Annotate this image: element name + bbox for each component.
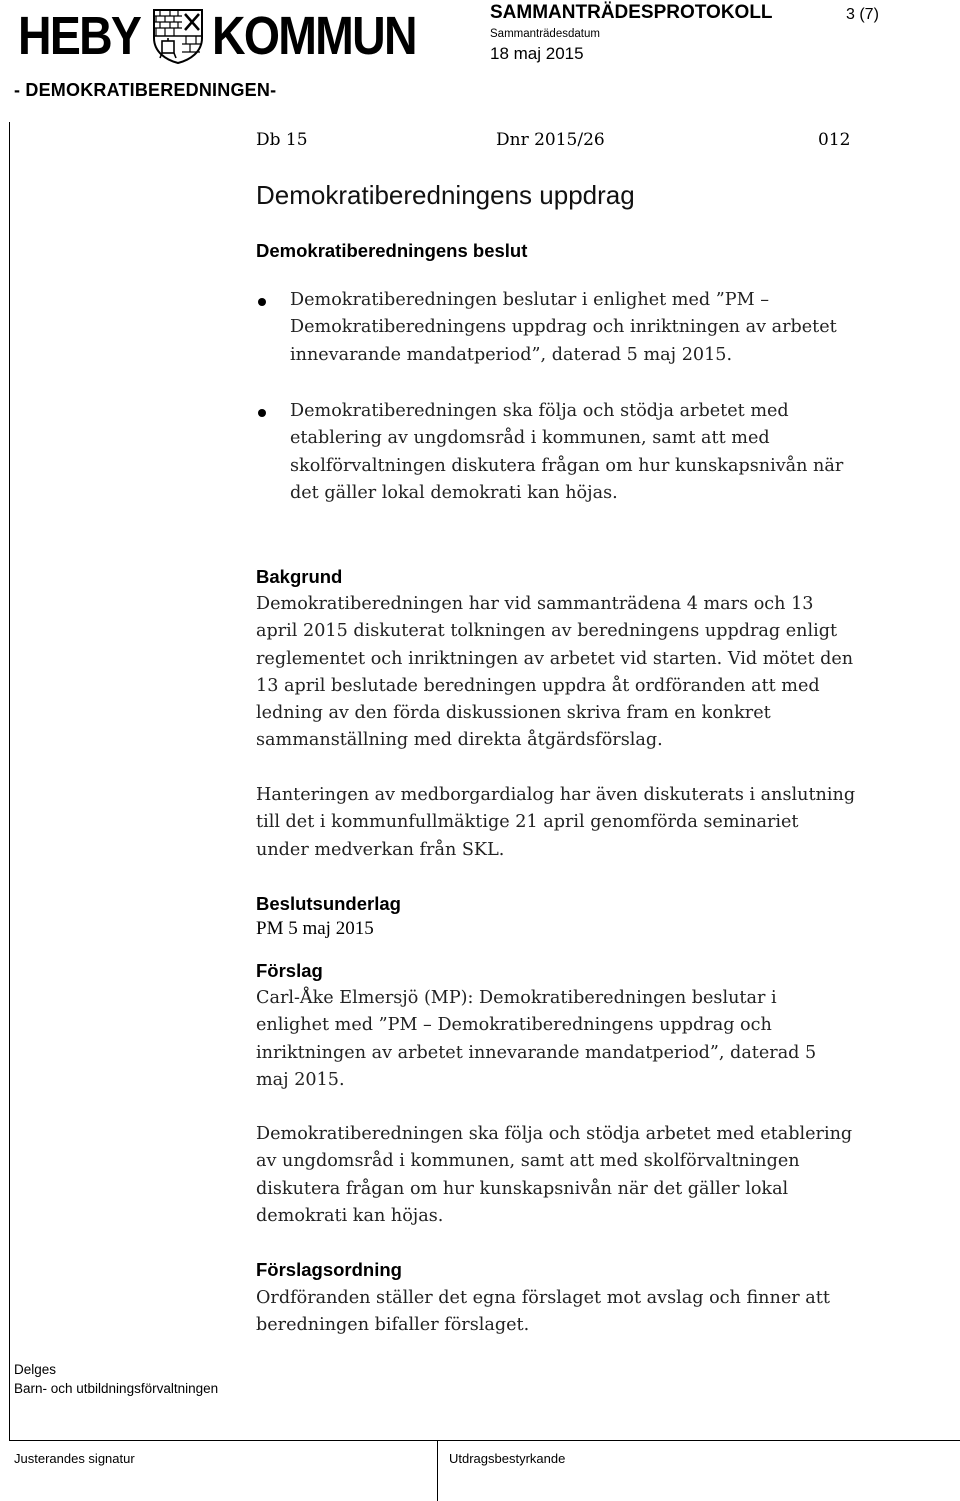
text-line: Carl-Åke Elmersjö (MP): Demokratiberedningen beslutar i bbox=[256, 988, 777, 1008]
footer-divider bbox=[437, 1440, 438, 1501]
background-paragraph-1 bbox=[256, 591, 853, 755]
document-title: SAMMANTRÄDESPROTOKOLL bbox=[490, 2, 773, 23]
committee-name: - DEMOKRATIBEREDNINGEN- bbox=[14, 80, 277, 100]
item-title: Demokratiberedningens uppdrag bbox=[256, 180, 635, 210]
text-line: Demokratiberedningen ska följa och stödja arbetet med etablering bbox=[256, 1124, 853, 1144]
meeting-date: 18 maj 2015 bbox=[490, 44, 584, 63]
page-number: 3 (7) bbox=[846, 6, 879, 23]
background-heading: Bakgrund bbox=[256, 566, 343, 587]
certification-label: Utdragsbestyrkande bbox=[449, 1451, 566, 1466]
text-line: sammanställning med direkta åtgärdsförslag. bbox=[256, 730, 663, 751]
logo-text-right: KOMMUN bbox=[212, 6, 416, 66]
order-paragraph bbox=[256, 1285, 830, 1340]
text-line: maj 2015. bbox=[256, 1069, 345, 1090]
text-line: inriktningen av arbetet innevarande mandatperiod”, daterad 5 bbox=[256, 1042, 817, 1063]
text-line: beredningen bifaller förslaget. bbox=[256, 1315, 530, 1336]
proposal-paragraph-1 bbox=[256, 985, 816, 1094]
proposal-paragraph-2 bbox=[256, 1121, 852, 1230]
margin-line bbox=[9, 122, 10, 1441]
bullet-icon bbox=[258, 409, 266, 417]
order-heading: Förslagsordning bbox=[256, 1259, 402, 1280]
text-line: skolförvaltningen diskutera frågan om hur kunskapsnivån när bbox=[290, 455, 844, 476]
text-line: innevarande mandatperiod”, daterad 5 maj 2015. bbox=[290, 344, 733, 365]
text-line: reglementet och inriktningen av arbetet vid starten. Vid mötet den bbox=[256, 648, 854, 669]
background-paragraph-2 bbox=[256, 782, 855, 864]
text-line: diskutera frågan om hur kunskapsnivån när det gäller lokal bbox=[256, 1178, 789, 1199]
text-line: Demokratiberedningen ska följa och stödja arbetet med bbox=[290, 401, 789, 421]
text-line: april 2015 diskuterat tolkningen av beredningens uppdrag enligt bbox=[256, 621, 838, 642]
decision-bullet-2 bbox=[290, 398, 843, 507]
text-line: det gäller lokal demokrati kan höjas. bbox=[290, 482, 618, 503]
decision-bullet-1 bbox=[290, 287, 837, 369]
logo-text-left: HEBY bbox=[18, 6, 141, 66]
coat-of-arms-icon bbox=[152, 8, 204, 64]
text-line: till det i kommunfullmäktige 21 april genomförda seminariet bbox=[256, 812, 799, 833]
text-line: etablering av ungdomsråd i kommunen, samt att med bbox=[290, 428, 770, 449]
paragraph-number: Db 15 bbox=[256, 130, 308, 150]
text-line: Demokratiberedningen beslutar i enlighet med ”PM – bbox=[290, 290, 769, 310]
decision-heading: Demokratiberedningens beslut bbox=[256, 240, 528, 261]
distribution-label: Delges bbox=[14, 1362, 57, 1377]
text-line: Hanteringen av medborgardialog har även diskuterats i anslutning bbox=[256, 785, 856, 805]
text-line: 13 april beslutade beredningen uppdra åt ordföranden att med bbox=[256, 675, 820, 696]
signature-label: Justerandes signatur bbox=[14, 1451, 135, 1466]
case-number: Dnr 2015/26 bbox=[496, 130, 605, 150]
distribution-recipient: Barn- och utbildningsförvaltningen bbox=[14, 1381, 219, 1396]
meeting-date-label: Sammanträdesdatum bbox=[490, 28, 600, 40]
text-line: Demokratiberedningen har vid sammanträdena 4 mars och 13 bbox=[256, 594, 814, 614]
text-line: ledning av den förda diskussionen skriva fram en konkret bbox=[256, 703, 771, 724]
basis-document: PM 5 maj 2015 bbox=[256, 918, 374, 939]
bullet-icon bbox=[258, 298, 266, 306]
text-line: demokrati kan höjas. bbox=[256, 1205, 444, 1226]
text-line: Demokratiberedningens uppdrag och inriktningen av arbetet bbox=[290, 317, 837, 338]
footer-rule bbox=[9, 1440, 960, 1441]
proposal-heading: Förslag bbox=[256, 960, 323, 981]
municipality-logo bbox=[18, 4, 449, 68]
text-line: enlighet med ”PM – Demokratiberedningens uppdrag och bbox=[256, 1015, 772, 1036]
basis-heading: Beslutsunderlag bbox=[256, 893, 401, 914]
text-line: av ungdomsråd i kommunen, samt att med skolförvaltningen bbox=[256, 1151, 800, 1172]
text-line: under medverkan från SKL. bbox=[256, 839, 505, 860]
classification-code: 012 bbox=[818, 130, 851, 150]
text-line: Ordföranden ställer det egna förslaget mot avslag och finner att bbox=[256, 1288, 830, 1308]
